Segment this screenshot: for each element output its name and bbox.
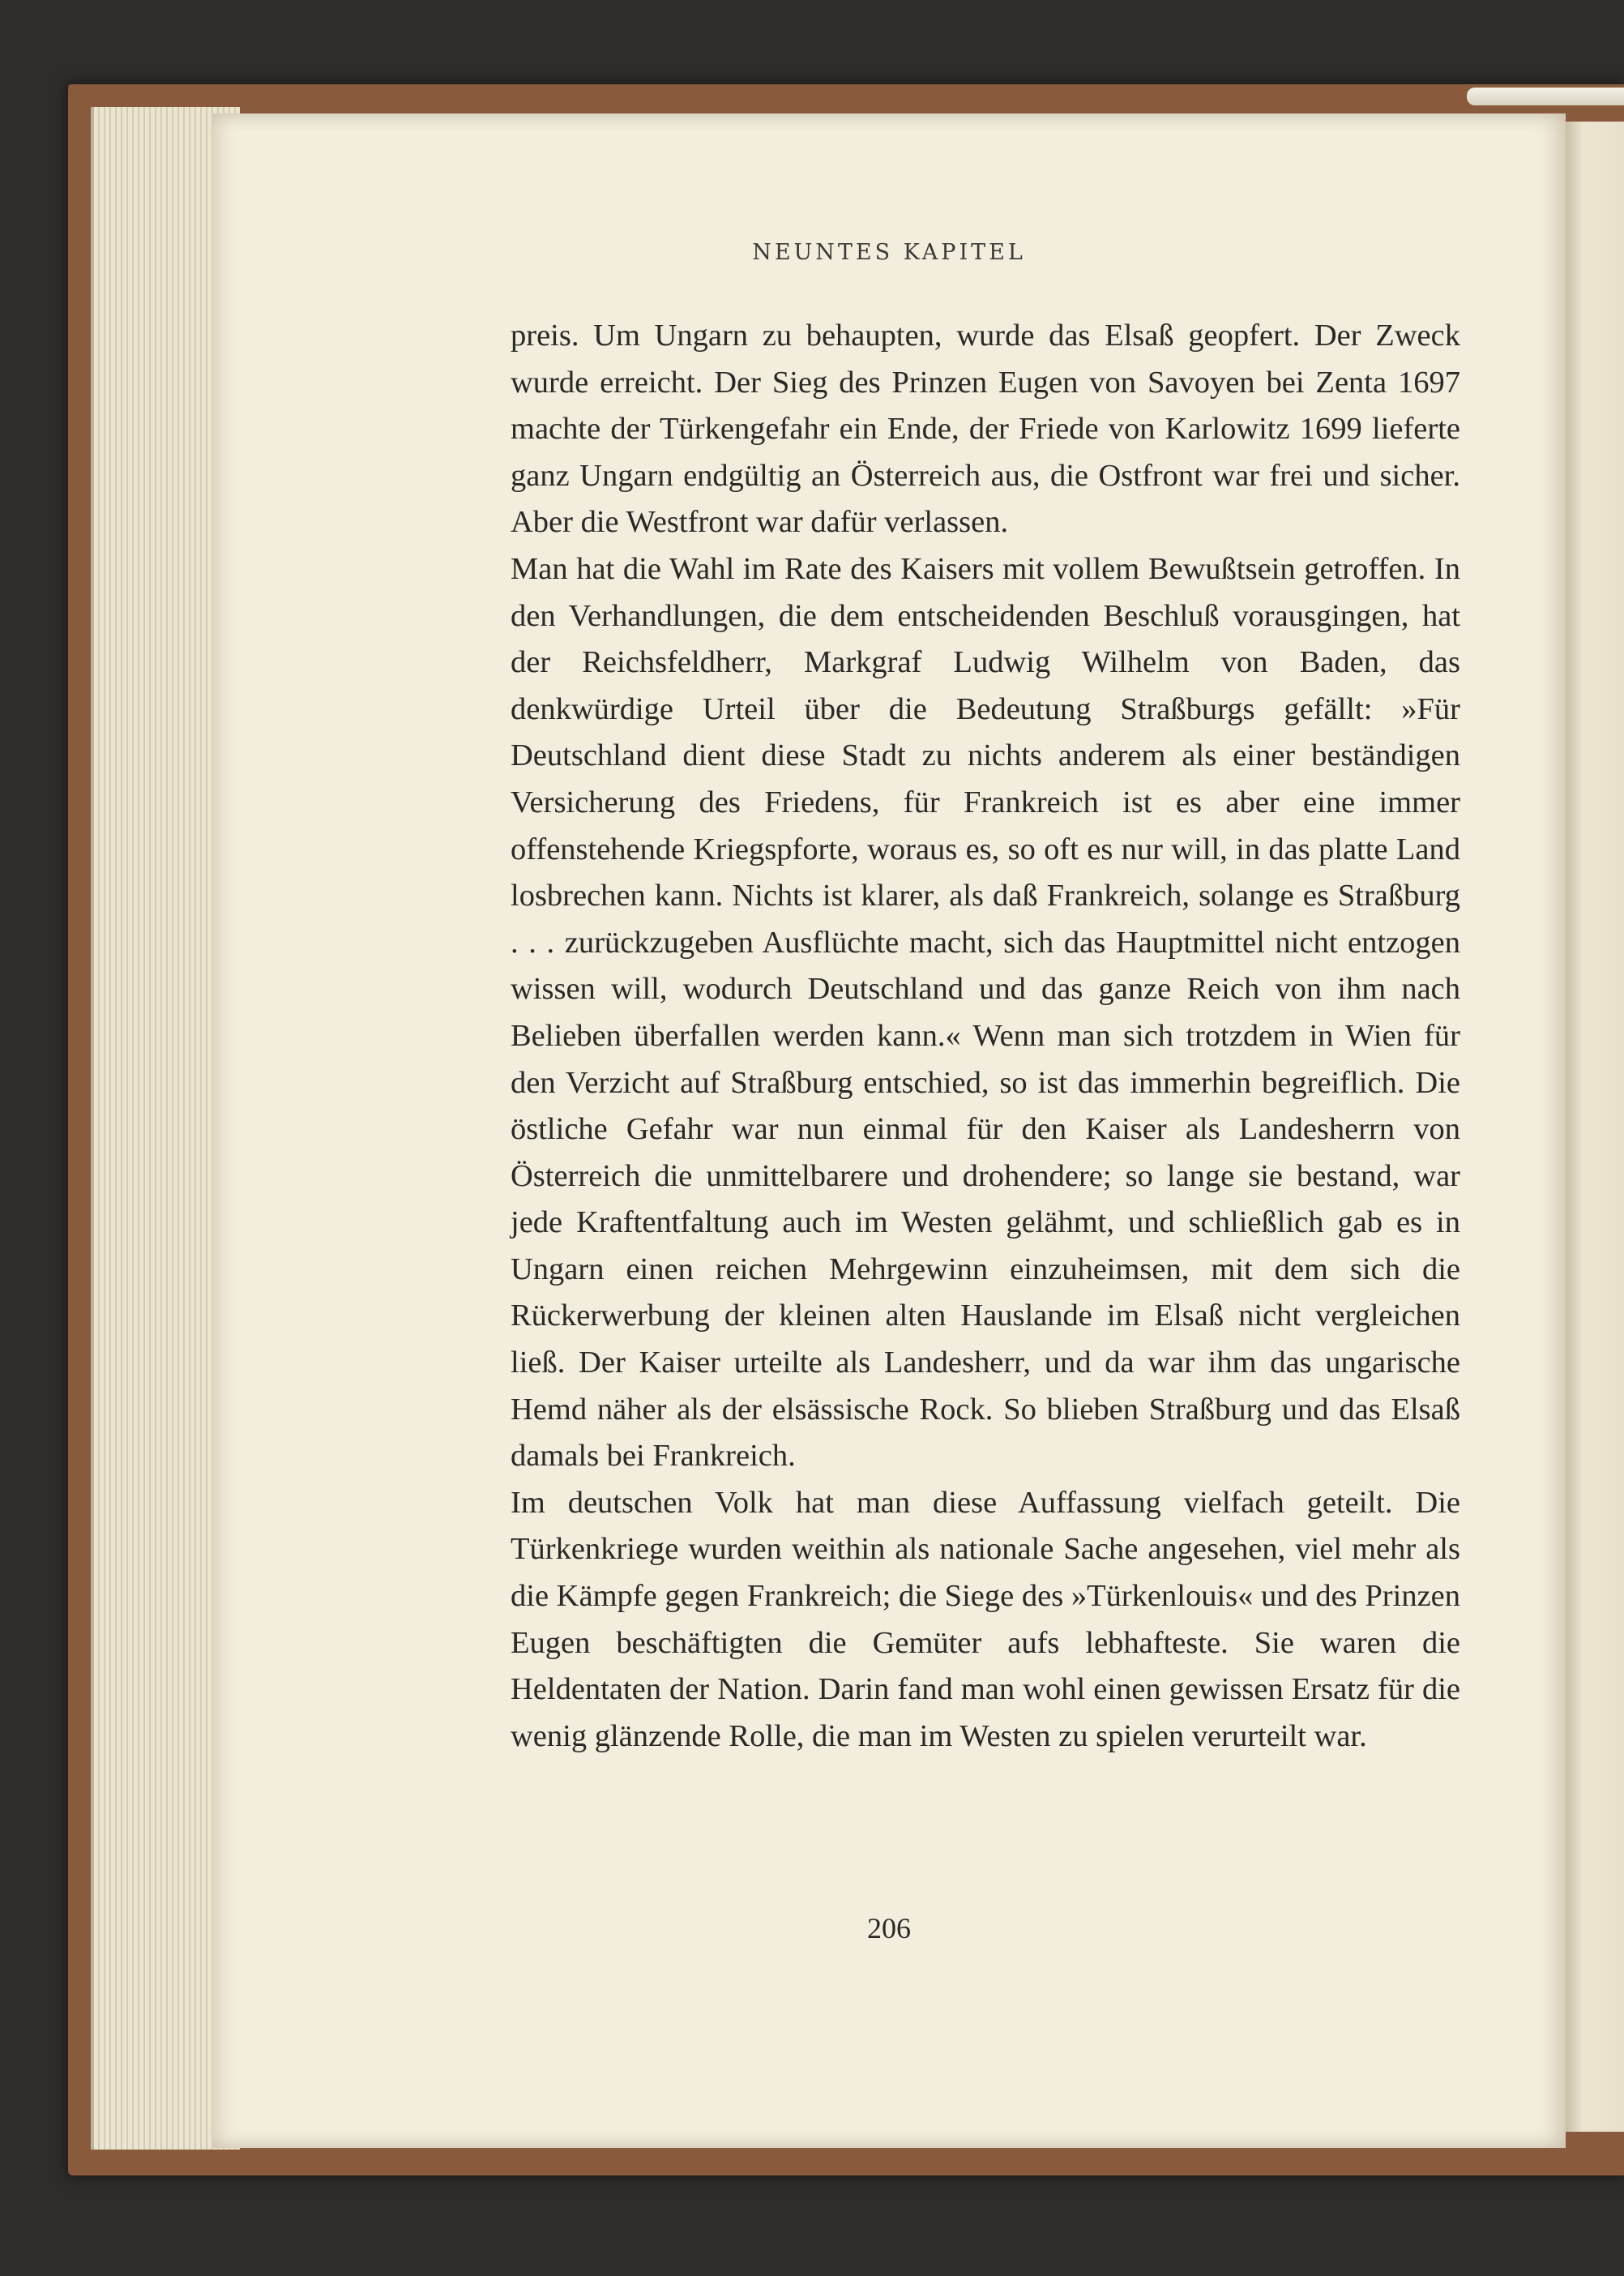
paragraph-3: Im deutschen Volk hat man diese Auffassung vielfach geteilt. Die Türkenkriege wurden weithin als nationale Sache angesehen, viel mehr als die Kämpfe gegen Frankreich; die Siege des »Türkenlouis« und des Prinzen Eugen beschäftigten die Gemüter aufs lebhafteste. Sie waren die Heldentaten der Nation. Darin fand man wohl einen gewissen Ersatz für die wenig glänzende Rolle, die man im Westen zu spielen verurteilt war.	[511, 1485, 1460, 1753]
bookmark-ribbon	[1467, 88, 1624, 105]
facing-page-edge	[1566, 122, 1624, 2132]
paragraph-1: preis. Um Ungarn zu behaupten, wurde das Elsaß geopfert. Der Zweck wurde erreicht. Der Sieg des Prinzen Eugen von Savoyen bei Zenta 1697 machte der Türkengefahr ein Ende, der Friede von Karlowitz 1699 lieferte ganz Ungarn endgültig an Österreich aus, die Ostfront war frei und sicher. Aber die Westfront war dafür verlassen.	[511, 319, 1460, 540]
paragraph-2: Man hat die Wahl im Rate des Kaisers mit vollem Bewußtsein getroffen. In den Verhandlungen, die dem entscheidenden Beschluß vorausgingen, hat der Reichsfeldherr, Markgraf Ludwig Wilhelm von Baden, das denkwürdige Urteil über die Bedeutung Straßburgs gefällt: »Für Deutschland dient diese Stadt zu nichts anderem als einer beständigen Versicherung des Friedens, für Frankreich ist es aber eine immer offenstehende Kriegspforte, woraus es, so oft es nur will, in das platte Land losbrechen kann. Nichts ist klarer, als daß Frankreich, solange es Straßburg . . . zurückzugeben Ausflüchte macht, sich das Hauptmittel nicht entzogen wissen will, wodurch Deutschland und das ganze Reich von ihm nach Belieben überfallen werden kann.« Wenn man sich trotzdem in Wien für den Verzicht auf Straßburg entschied, so ist das immerhin begreiflich. Die östliche Gefahr war nun einmal für den Kaiser als Landesherrn von Österreich die unmittelbarere und drohendere; so lange sie bestand, war jede Kraftentfaltung auch im Westen gelähmt, und schließlich gab es in Ungarn einen reichen Mehrgewinn einzuheimsen, mit dem sich die Rückerwerbung der kleinen alten Hauslande im Elsaß nicht vergleichen ließ. Der Kaiser urteilte als Landesherr, und da war ihm das ungarische Hemd näher als der elsässische Rock. So blieben Straßburg und das Elsaß damals bei Frankreich.	[511, 551, 1460, 1474]
running-head: NEUNTES KAPITEL	[752, 240, 1026, 265]
page-number: 206	[867, 1912, 911, 1944]
body-text	[511, 313, 1460, 1760]
